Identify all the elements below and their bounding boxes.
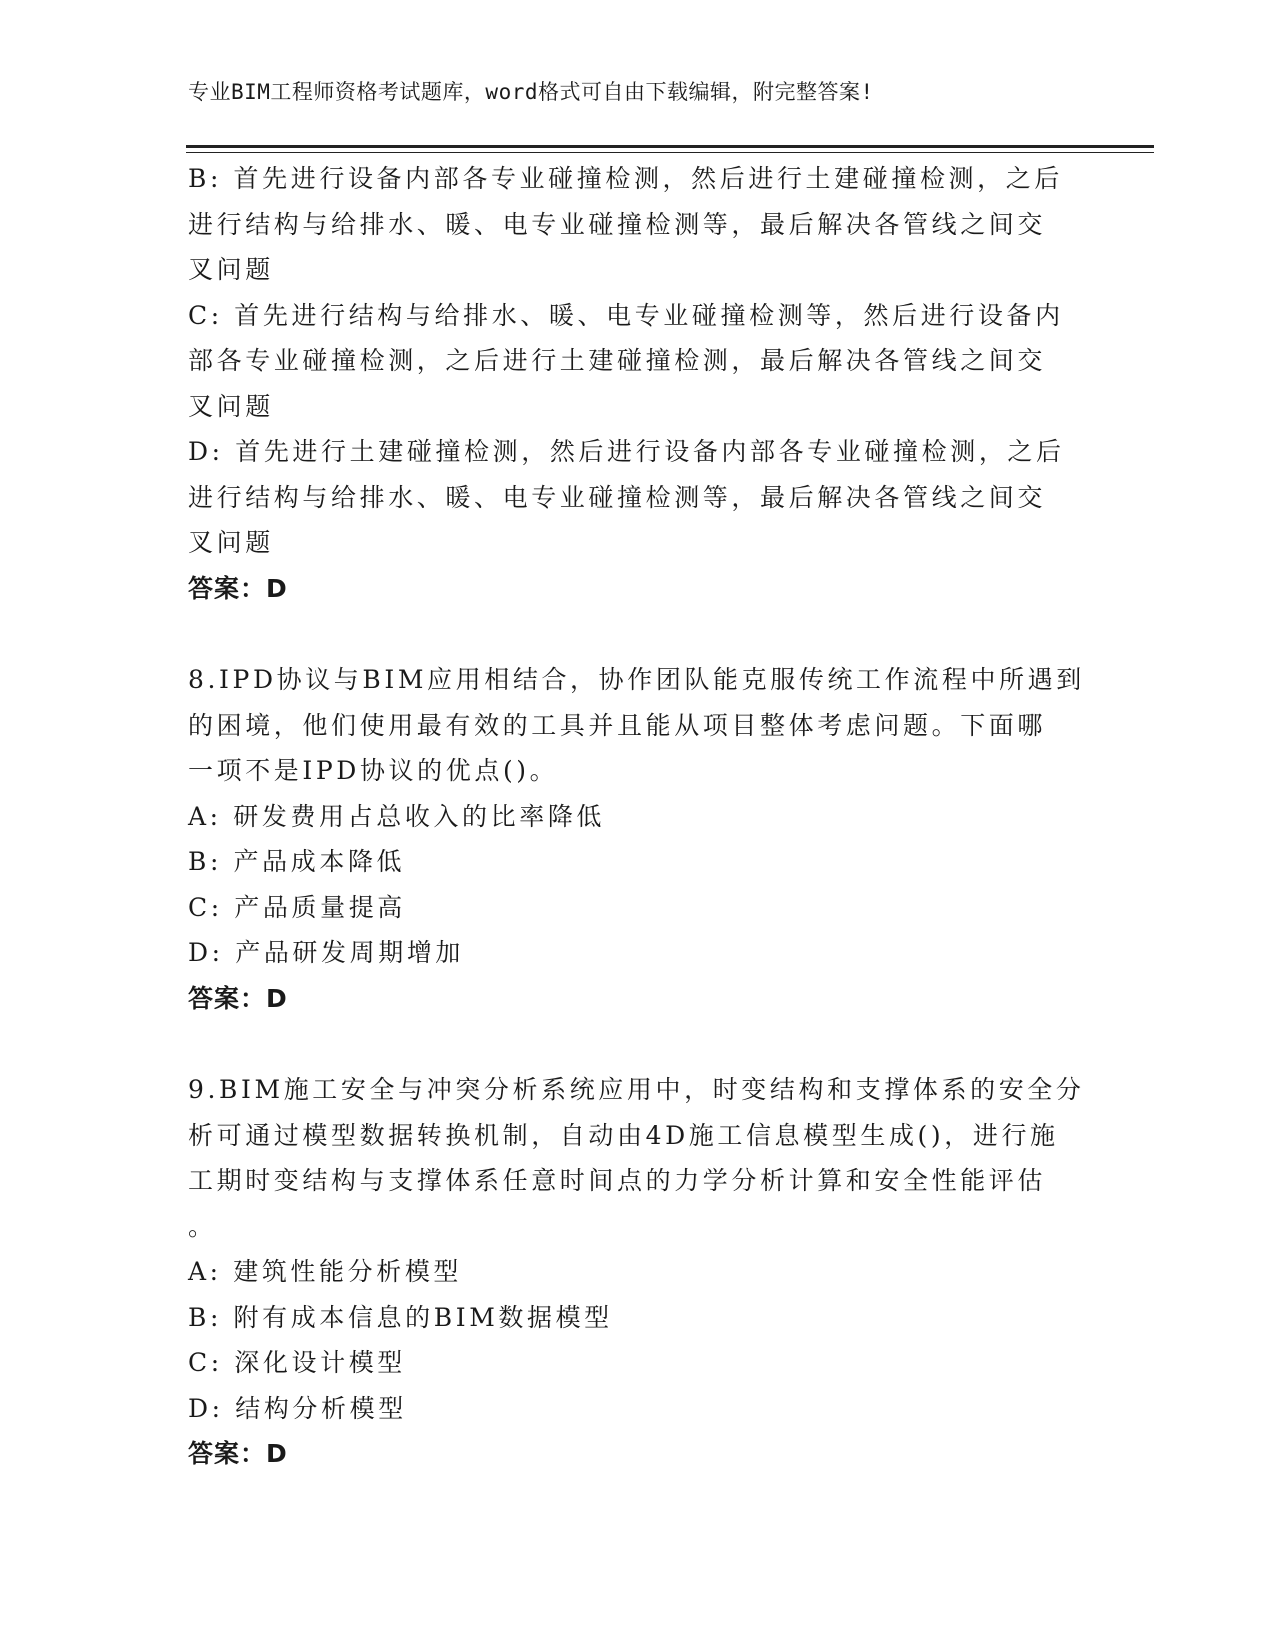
option-line: 叉问题	[188, 255, 274, 284]
option-line: B: 首先进行设备内部各专业碰撞检测，然后进行土建碰撞检测，之后	[188, 164, 1063, 193]
question-line: 析可通过模型数据转换机制，自动由4D施工信息模型生成()，进行施	[188, 1120, 1059, 1150]
option-line: D: 首先进行土建碰撞检测，然后进行设备内部各专业碰撞检测，之后	[188, 437, 1065, 466]
page-header: 专业BIM工程师资格考试题库，word格式可自由下载编辑，附完整答案!	[188, 80, 874, 104]
question-line: 8.IPD协议与BIM应用相结合，协作团队能克服传统工作流程中所遇到	[188, 665, 1085, 694]
option-line: 叉问题	[188, 528, 274, 557]
answer-line: 答案：D	[188, 983, 288, 1013]
header-rule-thick	[186, 145, 1154, 148]
option-line: C: 深化设计模型	[188, 1348, 406, 1377]
question-block-9	[188, 1067, 1088, 1477]
option-line: B: 产品成本降低	[188, 847, 406, 876]
question-line: 9.BIM施工安全与冲突分析系统应用中，时变结构和支撑体系的安全分	[188, 1075, 1085, 1104]
question-line: 。	[188, 1211, 217, 1241]
option-line: C: 首先进行结构与给排水、暖、电专业碰撞检测等，然后进行设备内	[188, 300, 1064, 330]
answer-line: 答案：D	[188, 573, 288, 603]
block-gap	[188, 611, 1088, 657]
header-rule-thin	[186, 152, 1154, 153]
question-block-8	[188, 657, 1088, 1021]
option-line: D: 结构分析模型	[188, 1393, 407, 1423]
option-line: A: 建筑性能分析模型	[188, 1257, 463, 1286]
block-gap	[188, 1021, 1088, 1067]
option-line: 部各专业碰撞检测，之后进行土建碰撞检测，最后解决各管线之间交	[188, 346, 1047, 375]
question-line: 一项不是IPD协议的优点()。	[188, 756, 559, 785]
option-line: 进行结构与给排水、暖、电专业碰撞检测等，最后解决各管线之间交	[188, 482, 1047, 512]
option-line: B: 附有成本信息的BIM数据模型	[188, 1302, 613, 1332]
answer-line: 答案：D	[188, 1439, 288, 1468]
option-line: 进行结构与给排水、暖、电专业碰撞检测等，最后解决各管线之间交	[188, 209, 1047, 239]
option-line: 叉问题	[188, 391, 274, 421]
option-line: C: 产品质量提高	[188, 892, 406, 922]
option-line: A: 研发费用占总收入的比率降低	[188, 801, 606, 831]
question-block-7	[188, 156, 1088, 611]
question-line: 的困境，他们使用最有效的工具并且能从项目整体考虑问题。下面哪	[188, 710, 1047, 740]
option-line: D: 产品研发周期增加	[188, 938, 465, 967]
question-line: 工期时变结构与支撑体系任意时间点的力学分析计算和安全性能评估	[188, 1166, 1047, 1195]
document-body	[188, 156, 1088, 1477]
